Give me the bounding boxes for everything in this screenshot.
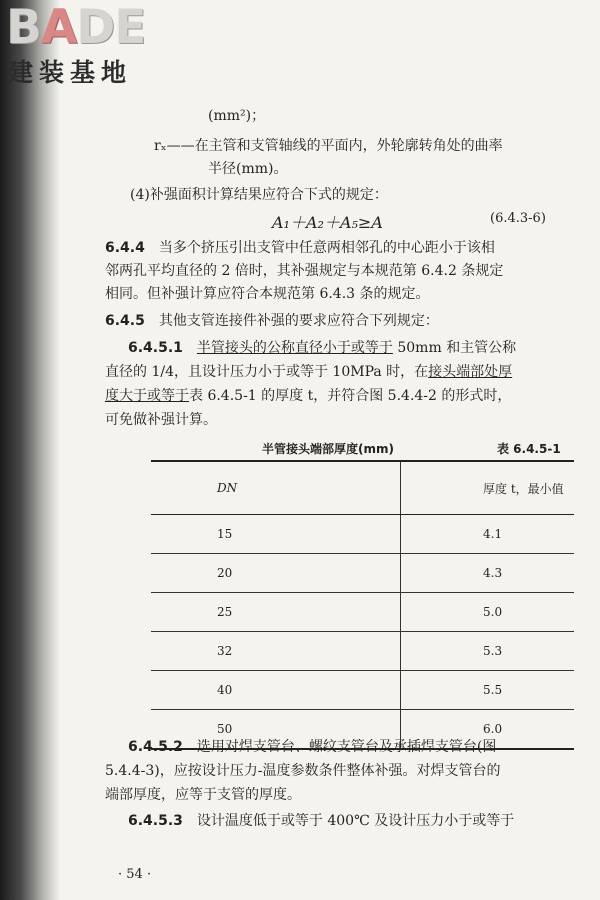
page-number: · 54 · [118,867,152,882]
table-row [151,554,574,593]
table-caption: 半管接头端部厚度(mm) [262,442,394,456]
table-row [151,593,574,632]
section-6-4-4-line-2: 邻两孔平均直径的 2 倍时，其补强规定与本规范第 6.4.2 条规定 [105,263,504,279]
section-6-4-5-2-line-2: 5.4.4-3)，应按设计压力-温度参数条件整体补强。对焊支管台的 [105,763,501,779]
logo-wordmark: BADE [6,0,146,55]
cell-dn: 20 [151,554,401,593]
section-6-4-5-2-line-3: 端部厚度，应等于支管的厚度。 [105,787,301,803]
section-6-4-5-1-line-1: 6.4.5.1 半管接头的公称直径小于或等于 50mm 和主管公称 [128,340,517,356]
cell-thickness: 4.1 [401,515,575,554]
table-row [151,632,574,671]
table-row [151,515,574,554]
table-number: 表 6.4.5-1 [497,442,561,456]
section-6-4-5-1-line-2: 直径的 1/4，且设计压力小于或等于 10MPa 时，在接头端部处厚 [105,364,513,380]
cell-thickness: 5.0 [401,593,575,632]
section-6-4-4-line-1: 6.4.4 当多个挤压引出支管中任意两相邻孔的中心距小于该相 [105,240,495,256]
table-row [151,671,574,710]
bade-logo [6,0,146,89]
equation-number: (6.4.3-6) [490,211,546,226]
cell-thickness: 5.3 [401,632,575,671]
unit-line: (mm²)； [208,108,266,124]
rx-definition-line-1: rₓ——在主管和支管轴线的平面内，外轮廓转角处的曲率 [154,138,503,154]
cell-thickness: 4.3 [401,554,575,593]
formula-6-4-3-6: A₁＋A₂＋A₅≥A [272,213,383,232]
section-6-4-5-3-line-1: 6.4.5.3 设计温度低于或等于 400℃ 及设计压力小于或等于 [128,813,515,829]
rx-definition-line-2: 半径(mm)。 [208,161,288,177]
half-coupling-thickness-table [151,460,574,750]
cell-dn: 25 [151,593,401,632]
column-header-thickness: 厚度 t，最小值 [401,461,575,515]
logo-subtitle: 建装基地 [8,58,133,87]
section-6-4-5-1-line-4: 可免做补强计算。 [105,412,217,428]
column-header-dn: DN [151,461,401,515]
table-header-row [151,461,574,515]
book-spine-shadow [0,0,60,900]
clause-4-intro: (4)补强面积计算结果应符合下式的规定： [130,187,388,203]
section-6-4-5-1-line-3: 度大于或等于表 6.4.5-1 的厚度 t，并符合图 5.4.4-2 的形式时， [105,388,512,404]
cell-dn: 50 [151,710,401,750]
cell-dn: 32 [151,632,401,671]
cell-dn: 15 [151,515,401,554]
section-6-4-5-heading: 6.4.5 其他支管连接件补强的要求应符合下列规定： [105,313,439,329]
cell-dn: 40 [151,671,401,710]
cell-thickness: 6.0 [401,710,575,750]
section-6-4-5-2-line-1: 6.4.5.2 选用对焊支管台、螺纹支管台及承插焊支管台(图 [128,739,497,755]
section-6-4-4-line-3: 相同。但补强计算应符合本规范第 6.4.3 条的规定。 [105,286,430,302]
cell-thickness: 5.5 [401,671,575,710]
